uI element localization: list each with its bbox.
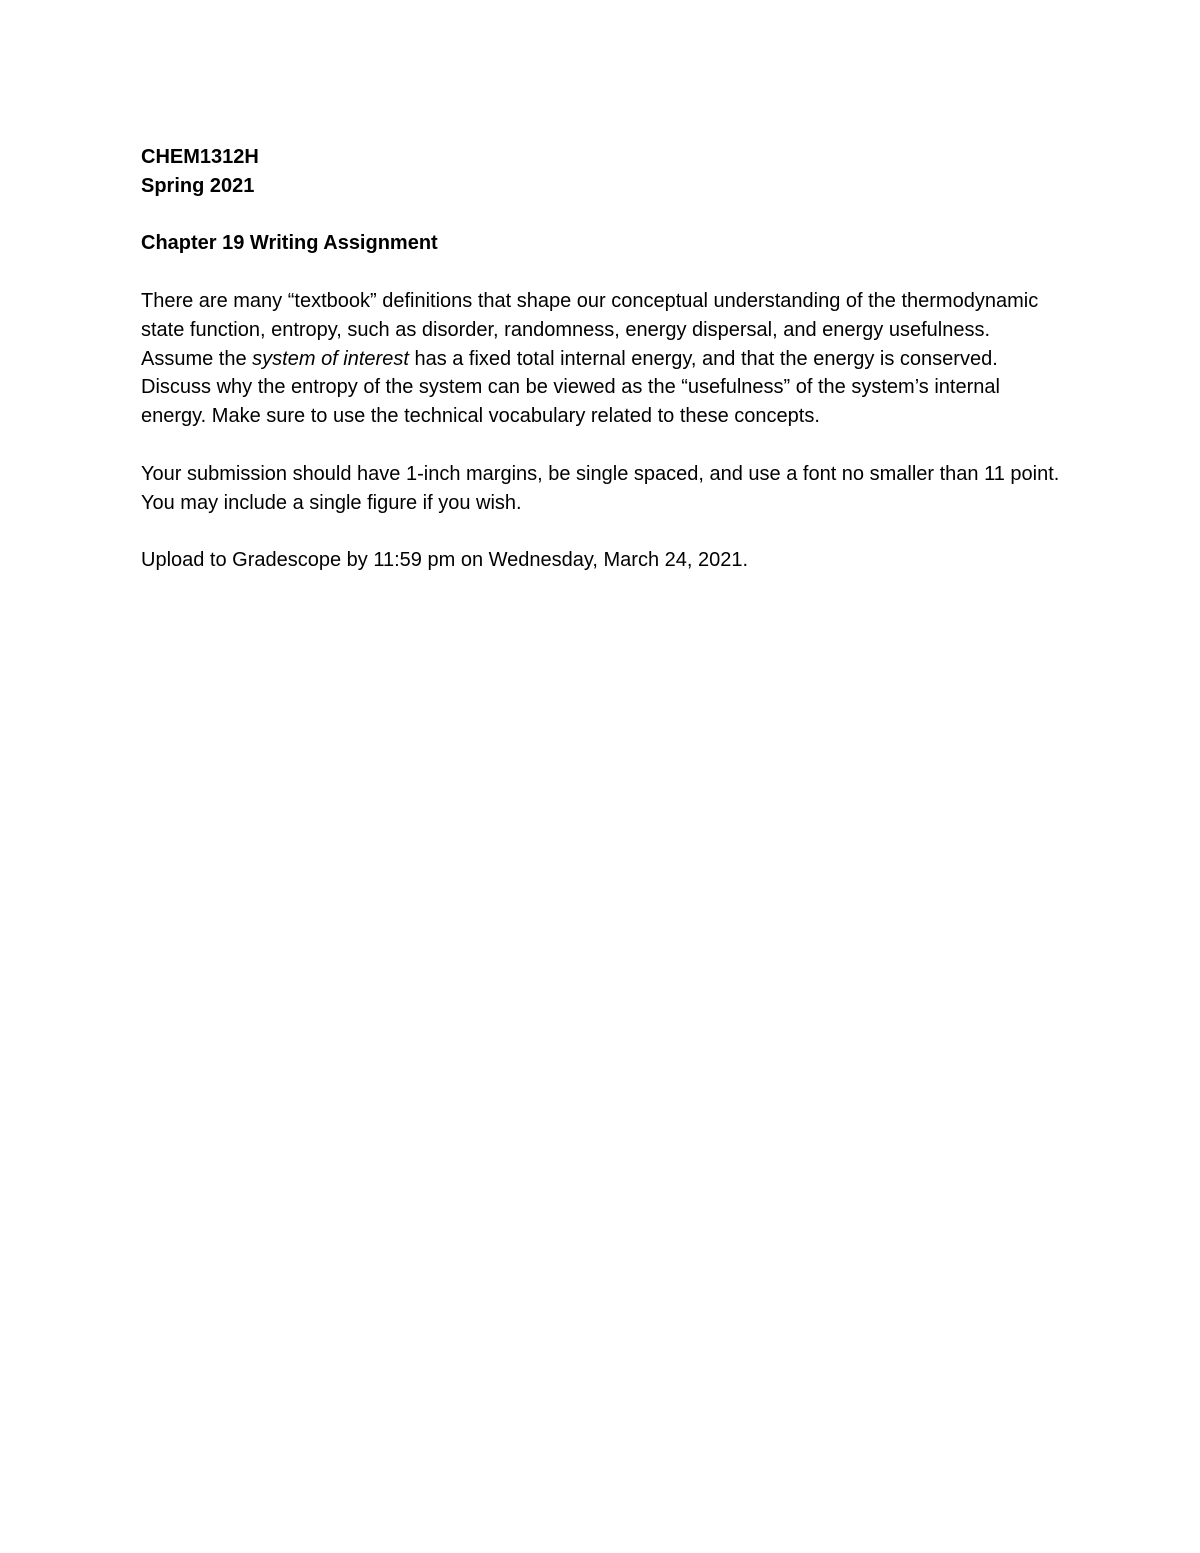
submission-deadline: Upload to Gradescope by 11:59 pm on Wednesday, March 24, 2021. (141, 549, 749, 572)
course-code: CHEM1312H (141, 146, 259, 168)
document-content (141, 143, 1061, 575)
term: Spring 2021 (141, 174, 255, 197)
prompt-emphasis: system of interest (252, 347, 409, 370)
assignment-title: Chapter 19 Writing Assignment (141, 232, 438, 255)
prompt-text-end: has a fixed total internal energy, and that the energy is conserved. Discuss why the entropy of the system can be viewed as the “usefulness” of the system’s internal energy. Make sure to use the technical vocabulary related to these concepts. (141, 347, 1000, 428)
assignment-prompt (141, 287, 1061, 431)
prompt-text-start: There are many “textbook” definitions that shape our conceptual understanding of the thermodynamic state function, entropy, such as disorder, randomness, energy dispersal, and energy usefulness. Assume the (141, 289, 1039, 370)
submission-requirements: Your submission should have 1-inch margins, be single spaced, and use a font no smaller than 11 point. You may include a single figure if you wish. (141, 462, 1060, 514)
